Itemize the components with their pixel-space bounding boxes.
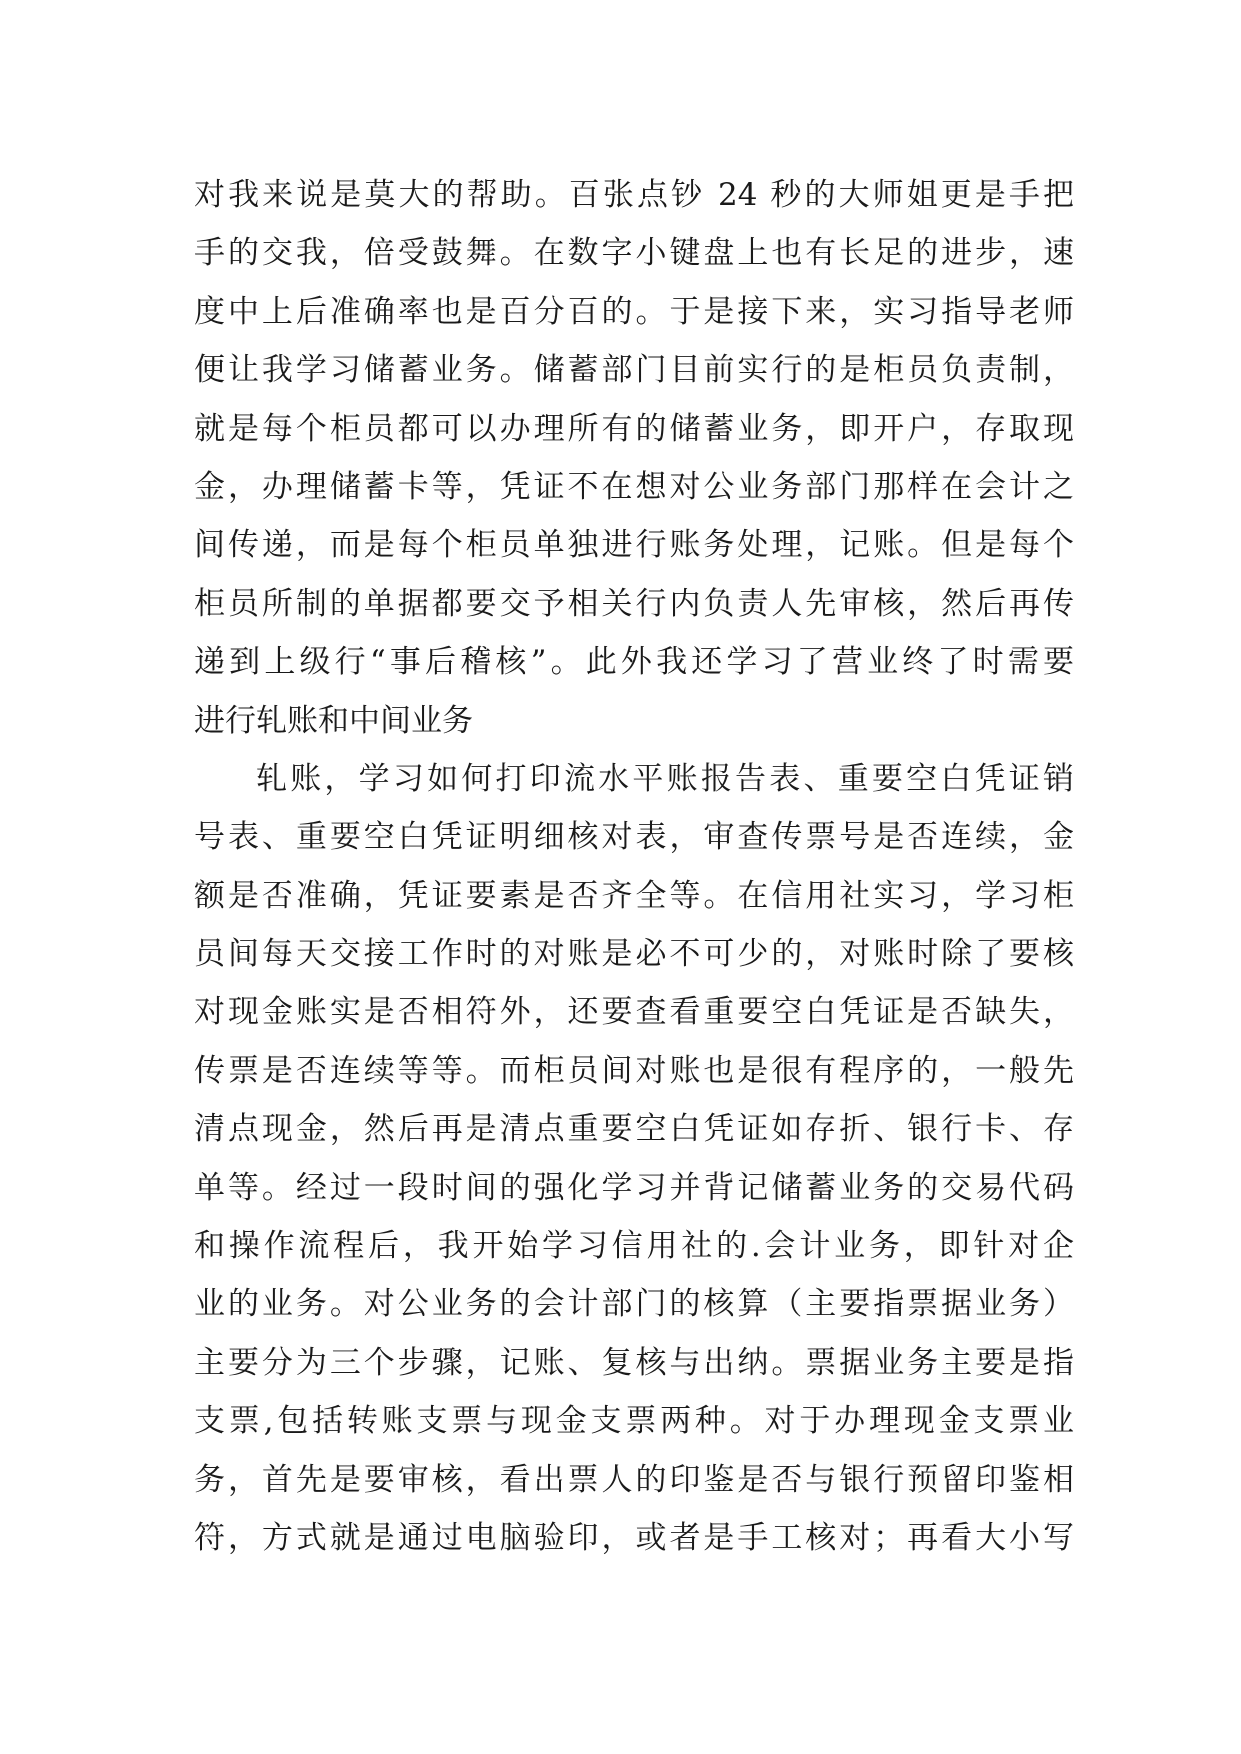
text-line: 号表、重要空白凭证明细核对表，审查传票号是否连续，金 bbox=[194, 819, 1074, 856]
text-line: 单等。经过一段时间的强化学习并背记储蓄业务的交易代码 bbox=[194, 1169, 1074, 1206]
text-line: 支票,包括转账支票与现金支票两种。对于办理现金支票业 bbox=[194, 1403, 1074, 1440]
text-line: 务，首先是要审核，看出票人的印鉴是否与银行预留印鉴相 bbox=[194, 1461, 1074, 1498]
text-line: 递到上级行“事后稽核”。此外我还学习了营业终了时需要 bbox=[194, 644, 1074, 681]
text-line: 间传递，而是每个柜员单独进行账务处理，记账。但是每个 bbox=[194, 527, 1074, 564]
text-line: 便让我学习储蓄业务。储蓄部门目前实行的是柜员负责制， bbox=[194, 352, 1074, 389]
text-line: 员间每天交接工作时的对账是必不可少的，对账时除了要核 bbox=[194, 936, 1074, 973]
body-text bbox=[194, 166, 1074, 1567]
paragraph-first-line: 轧账，学习如何打印流水平账报告表、重要空白凭证销 bbox=[256, 760, 1074, 797]
text-line: 额是否准确，凭证要素是否齐全等。在信用社实习，学习柜 bbox=[194, 877, 1074, 914]
text-line: 业的业务。对公业务的会计部门的核算（主要指票据业务） bbox=[194, 1286, 1074, 1323]
text-line: 就是每个柜员都可以办理所有的储蓄业务，即开户，存取现 bbox=[194, 410, 1074, 447]
text-line: 度中上后准确率也是百分百的。于是接下来，实习指导老师 bbox=[194, 293, 1074, 330]
text-line: 符，方式就是通过电脑验印，或者是手工核对；再看大小写 bbox=[194, 1519, 1074, 1556]
text-line: 对我来说是莫大的帮助。百张点钞 24 秒的大师姐更是手把 bbox=[194, 177, 1074, 213]
text-line: 柜员所制的单据都要交予相关行内负责人先审核，然后再传 bbox=[194, 585, 1074, 622]
text-line: 对现金账实是否相符外，还要查看重要空白凭证是否缺失， bbox=[194, 994, 1074, 1031]
text-line: 金，办理储蓄卡等，凭证不在想对公业务部门那样在会计之 bbox=[194, 468, 1074, 505]
text-line: 进行轧账和中间业务 bbox=[194, 702, 473, 739]
text-line: 清点现金，然后再是清点重要空白凭证如存折、银行卡、存 bbox=[194, 1111, 1074, 1148]
text-line: 和操作流程后，我开始学习信用社的.会计业务，即针对企 bbox=[194, 1228, 1074, 1265]
text-line: 手的交我，倍受鼓舞。在数字小键盘上也有长足的进步，速 bbox=[194, 235, 1074, 272]
text-line: 传票是否连续等等。而柜员间对账也是很有程序的，一般先 bbox=[194, 1052, 1074, 1089]
text-line: 主要分为三个步骤，记账、复核与出纳。票据业务主要是指 bbox=[194, 1344, 1074, 1381]
